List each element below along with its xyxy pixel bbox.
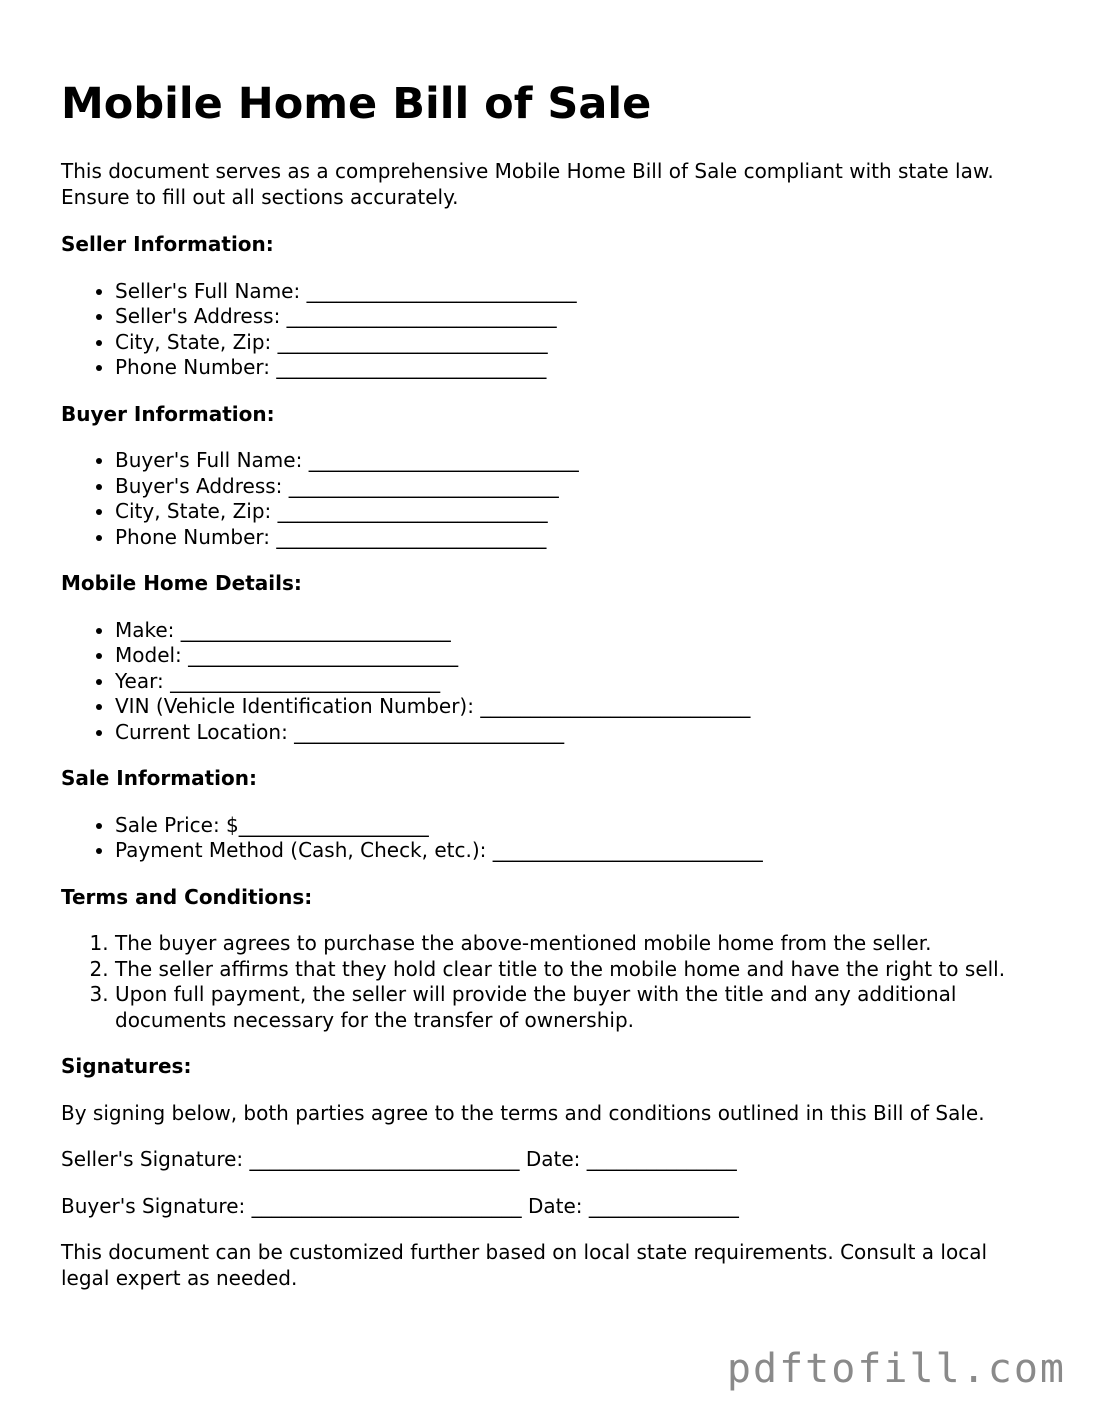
buyer-signature-line[interactable]: Buyer's Signature: ___________________________ Date: _______________ xyxy=(61,1193,739,1218)
buyer-list xyxy=(61,448,1031,550)
vin-field[interactable]: • VIN (Vehicle Identification Number): ___________________________ xyxy=(115,694,1031,720)
year-field[interactable]: • Year: ___________________________ xyxy=(115,669,1031,695)
seller-signature-line[interactable]: Seller's Signature: ___________________________ Date: _______________ xyxy=(61,1147,737,1171)
seller-full-name-field[interactable]: • Seller's Full Name: ___________________________ xyxy=(115,279,1031,305)
seller-heading: Seller Information: xyxy=(61,232,274,256)
term-item: 1. The buyer agrees to purchase the above-mentioned mobile home from the seller. xyxy=(115,931,1031,957)
payment-method-field[interactable]: • Payment Method (Cash, Check, etc.): ___________________________ xyxy=(115,838,1031,864)
buyer-phone-field[interactable]: • Phone Number: ___________________________ xyxy=(115,525,1031,551)
model-field[interactable]: • Model: ___________________________ xyxy=(115,643,1031,669)
document-title: Mobile Home Bill of Sale xyxy=(61,79,652,129)
make-field[interactable]: • Make: ___________________________ xyxy=(115,618,1031,644)
buyer-address-field[interactable]: • Buyer's Address: ___________________________ xyxy=(115,474,1031,500)
signatures-heading: Signatures: xyxy=(61,1054,192,1078)
sale-price-field[interactable]: • Sale Price: $___________________ xyxy=(115,813,1031,839)
seller-address-field[interactable]: • Seller's Address: ___________________________ xyxy=(115,304,1031,330)
buyer-full-name-field[interactable]: • Buyer's Full Name: ___________________________ xyxy=(115,448,1031,474)
term-item: 2. The seller affirms that they hold clear title to the mobile home and have the right to sell. xyxy=(115,957,1031,983)
term-item: 3. Upon full payment, the seller will provide the buyer with the title and any additional documents necessary for the transfer of ownership. xyxy=(115,982,1031,1033)
footer-note: This document can be customized further based on local state requirements. Consult a local legal expert as needed. xyxy=(61,1240,988,1290)
signatures-statement: By signing below, both parties agree to the terms and conditions outlined in this Bill of Sale. xyxy=(61,1100,985,1125)
buyer-city-state-zip-field[interactable]: • City, State, Zip: ___________________________ xyxy=(115,499,1031,525)
sale-info-list xyxy=(61,813,1031,864)
seller-city-state-zip-field[interactable]: • City, State, Zip: ___________________________ xyxy=(115,330,1031,356)
seller-list xyxy=(61,279,1031,381)
terms-heading: Terms and Conditions: xyxy=(61,884,313,909)
home-details-heading: Mobile Home Details: xyxy=(61,571,302,595)
current-location-field[interactable]: • Current Location: ___________________________ xyxy=(115,720,1031,746)
document-body xyxy=(61,159,1031,1291)
terms-list xyxy=(61,931,1031,1033)
seller-phone-field[interactable]: • Phone Number: ___________________________ xyxy=(115,355,1031,381)
intro-paragraph: This document serves as a comprehensive Mobile Home Bill of Sale compliant with state law. Ensure to fill out all sections accurately. xyxy=(61,159,994,209)
sale-info-heading: Sale Information: xyxy=(61,766,257,790)
home-details-list xyxy=(61,618,1031,746)
buyer-heading: Buyer Information: xyxy=(61,401,275,426)
watermark-logo: pdftofill.com xyxy=(726,1346,1066,1392)
